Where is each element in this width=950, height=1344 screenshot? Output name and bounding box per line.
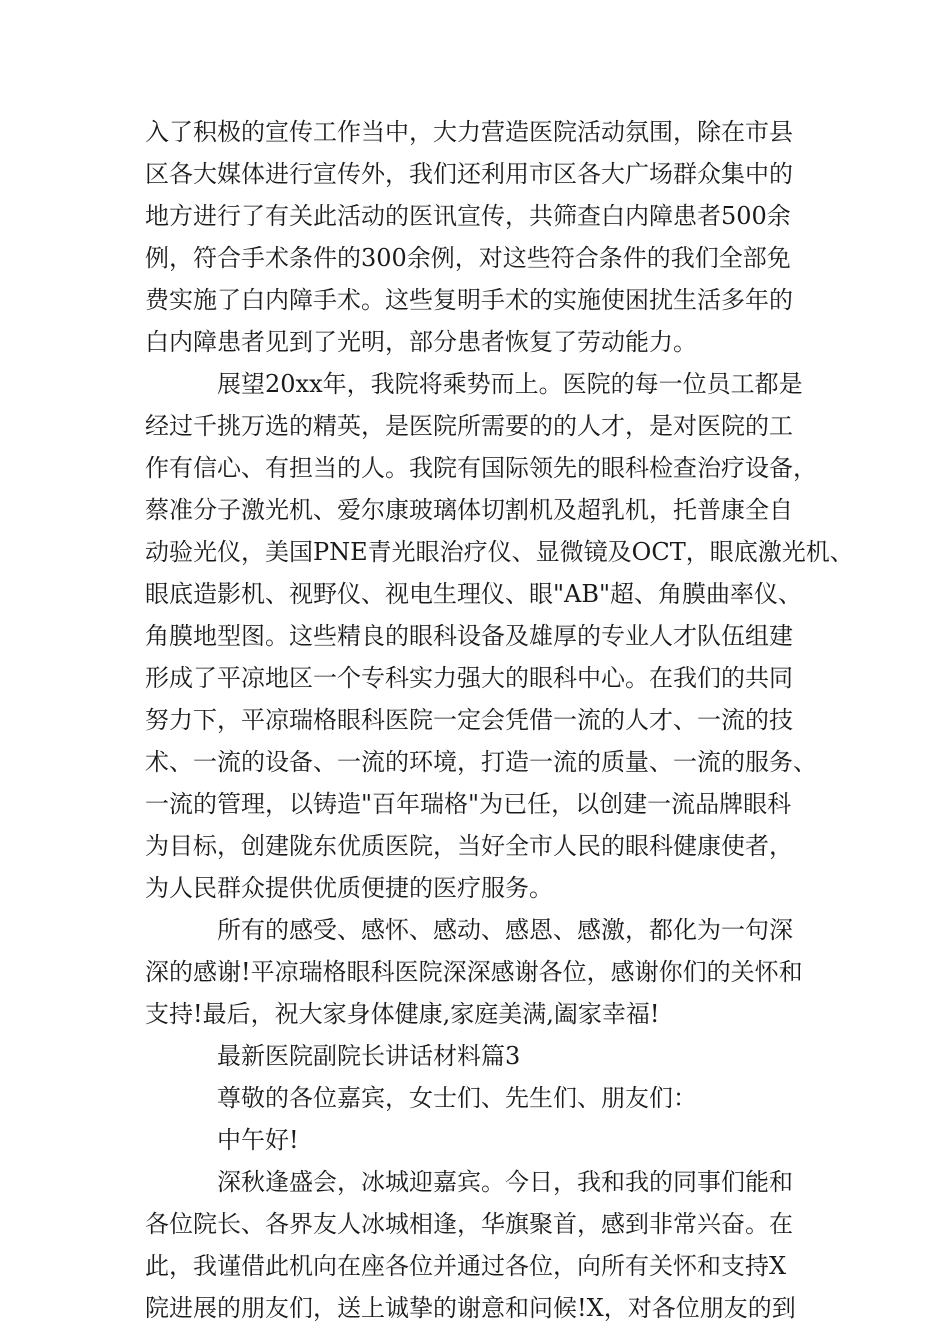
- salutation: 尊敬的各位嘉宾，女士们、先生们、朋友们：: [217, 1084, 697, 1112]
- text-line: 区各大媒体进行宣传外，我们还利用市区各大广场群众集中的: [145, 160, 793, 188]
- text-line: 一流的管理，以铸造"百年瑞格"为已任，以创建一流品牌眼科: [145, 790, 792, 818]
- section-heading: 最新医院副院长讲话材料篇3: [217, 1042, 521, 1070]
- text-line: 术、一流的设备、一流的环境，打造一流的质量、一流的服务、: [145, 748, 817, 776]
- text-line: 为人民群众提供优质便捷的医疗服务。: [145, 874, 553, 902]
- text-line: 角膜地型图。这些精良的眼科设备及雄厚的专业人才队伍组建: [145, 622, 793, 650]
- text-line: 费实施了白内障手术。这些复明手术的实施使困扰生活多年的: [145, 286, 793, 314]
- text-line: 深秋逢盛会，冰城迎嘉宾。今日，我和我的同事们能和: [217, 1168, 793, 1196]
- text-line: 蔡准分子激光机、爱尔康玻璃体切割机及超乳机，托普康全自: [145, 496, 793, 524]
- text-line: 例，符合手术条件的300余例，对这些符合条件的我们全部免: [145, 244, 791, 272]
- text-line: 地方进行了有关此活动的医讯宣传，共筛查白内障患者500余: [145, 202, 791, 230]
- text-line: 入了积极的宣传工作当中，大力营造医院活动氛围，除在市县: [145, 118, 793, 146]
- greeting: 中午好!: [217, 1126, 299, 1154]
- text-line: 动验光仪，美国PNE青光眼治疗仪、显微镜及OCT，眼底激光机、: [145, 538, 854, 566]
- text-line: 努力下，平凉瑞格眼科医院一定会凭借一流的人才、一流的技: [145, 706, 793, 734]
- text-line: 此，我谨借此机向在座各位并通过各位，向所有关怀和支持X: [145, 1252, 787, 1280]
- text-line: 为目标，创建陇东优质医院，当好全市人民的眼科健康使者，: [145, 832, 793, 860]
- text-line: 深的感谢!平凉瑞格眼科医院深深感谢各位，感谢你们的关怀和: [145, 958, 803, 986]
- text-line: 形成了平凉地区一个专科实力强大的眼科中心。在我们的共同: [145, 664, 793, 692]
- text-line: 展望20xx年，我院将乘势而上。医院的每一位员工都是: [217, 370, 803, 398]
- text-line: 白内障患者见到了光明，部分患者恢复了劳动能力。: [145, 328, 697, 356]
- text-line: 所有的感受、感怀、感动、感恩、感激，都化为一句深: [217, 916, 793, 944]
- text-line: 支持!最后，祝大家身体健康,家庭美满,阖家幸福!: [145, 1000, 660, 1028]
- text-line: 各位院长、各界友人冰城相逢，华旗聚首，感到非常兴奋。在: [145, 1210, 793, 1238]
- text-line: 眼底造影机、视野仪、视电生理仪、眼"AB"超、角膜曲率仪、: [145, 580, 803, 608]
- text-line: 作有信心、有担当的人。我院有国际领先的眼科检查治疗设备，: [145, 454, 817, 482]
- text-line: 经过千挑万选的精英，是医院所需要的的人才，是对医院的工: [145, 412, 793, 440]
- text-line: 院进展的朋友们，送上诚挚的谢意和问候!X，对各位朋友的到: [145, 1294, 796, 1322]
